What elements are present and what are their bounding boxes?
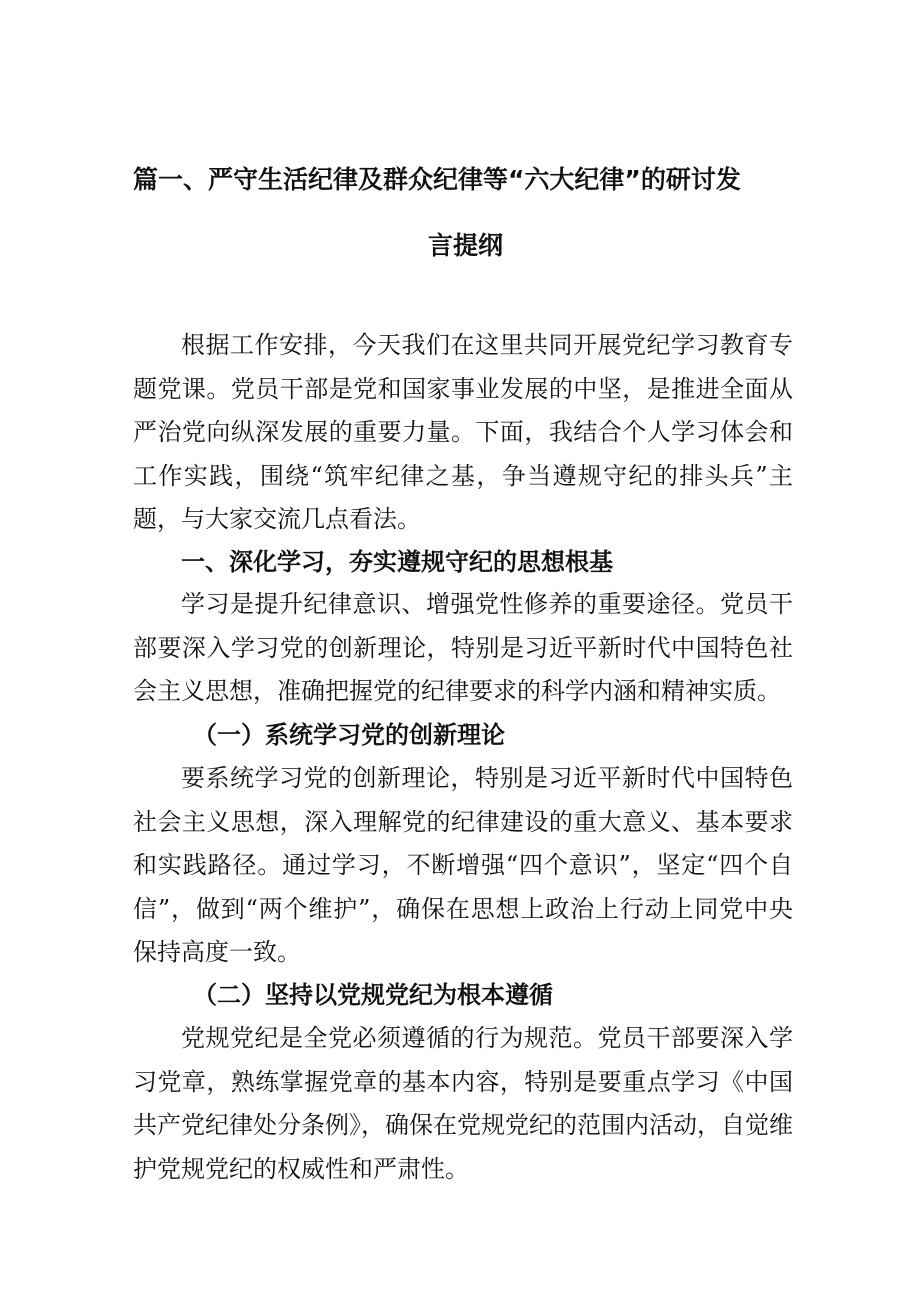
subsection-heading-2: （二）坚持以党规党纪为根本遵循 bbox=[193, 980, 553, 1009]
document-title-line-1: 篇一、严守生活纪律及群众纪律等“六大纪律”的研讨发 bbox=[133, 165, 741, 194]
document-title-line-2: 言提纲 bbox=[428, 231, 504, 260]
subsection-heading-1: （一）系统学习党的创新理论 bbox=[193, 720, 505, 749]
subsection-2-paragraph: 党规党纪是全党必须遵循的行为规范。党员干部要深入学习党章，熟练掌握党章的基本内容，特别是要重点学习《中国共产党纪律处分条例》，确保在党规党纪的范围内活动，自觉维护党规党纪的权威性和严肃性。 bbox=[133, 1024, 793, 1183]
section-heading-1: 一、深化学习，夯实遵规守纪的思想根基 bbox=[181, 548, 613, 576]
subsection-1-paragraph: 要系统学习党的创新理论，特别是习近平新时代中国特色社会主义思想，深入理解党的纪律建设的重大意义、基本要求和实践路径。通过学习，不断增强“四个意识”，坚定“四个自信”，做到“两个维护”，确保在思想上政治上行动上同党中央保持高度一致。 bbox=[133, 764, 793, 966]
section-1-paragraph: 学习是提升纪律意识、增强党性修养的重要途径。党员干部要深入学习党的创新理论，特别是习近平新时代中国特色社会主义思想，准确把握党的纪律要求的科学内涵和精神实质。 bbox=[133, 590, 793, 705]
intro-paragraph: 根据工作安排，今天我们在这里共同开展党纪学习教育专题党课。党员干部是党和国家事业发展的中坚，是推进全面从严治党向纵深发展的重要力量。下面，我结合个人学习体会和工作实践，围绕“筑牢纪律之基，争当遵规守纪的排头兵”主题，与大家交流几点看法。 bbox=[133, 331, 793, 533]
